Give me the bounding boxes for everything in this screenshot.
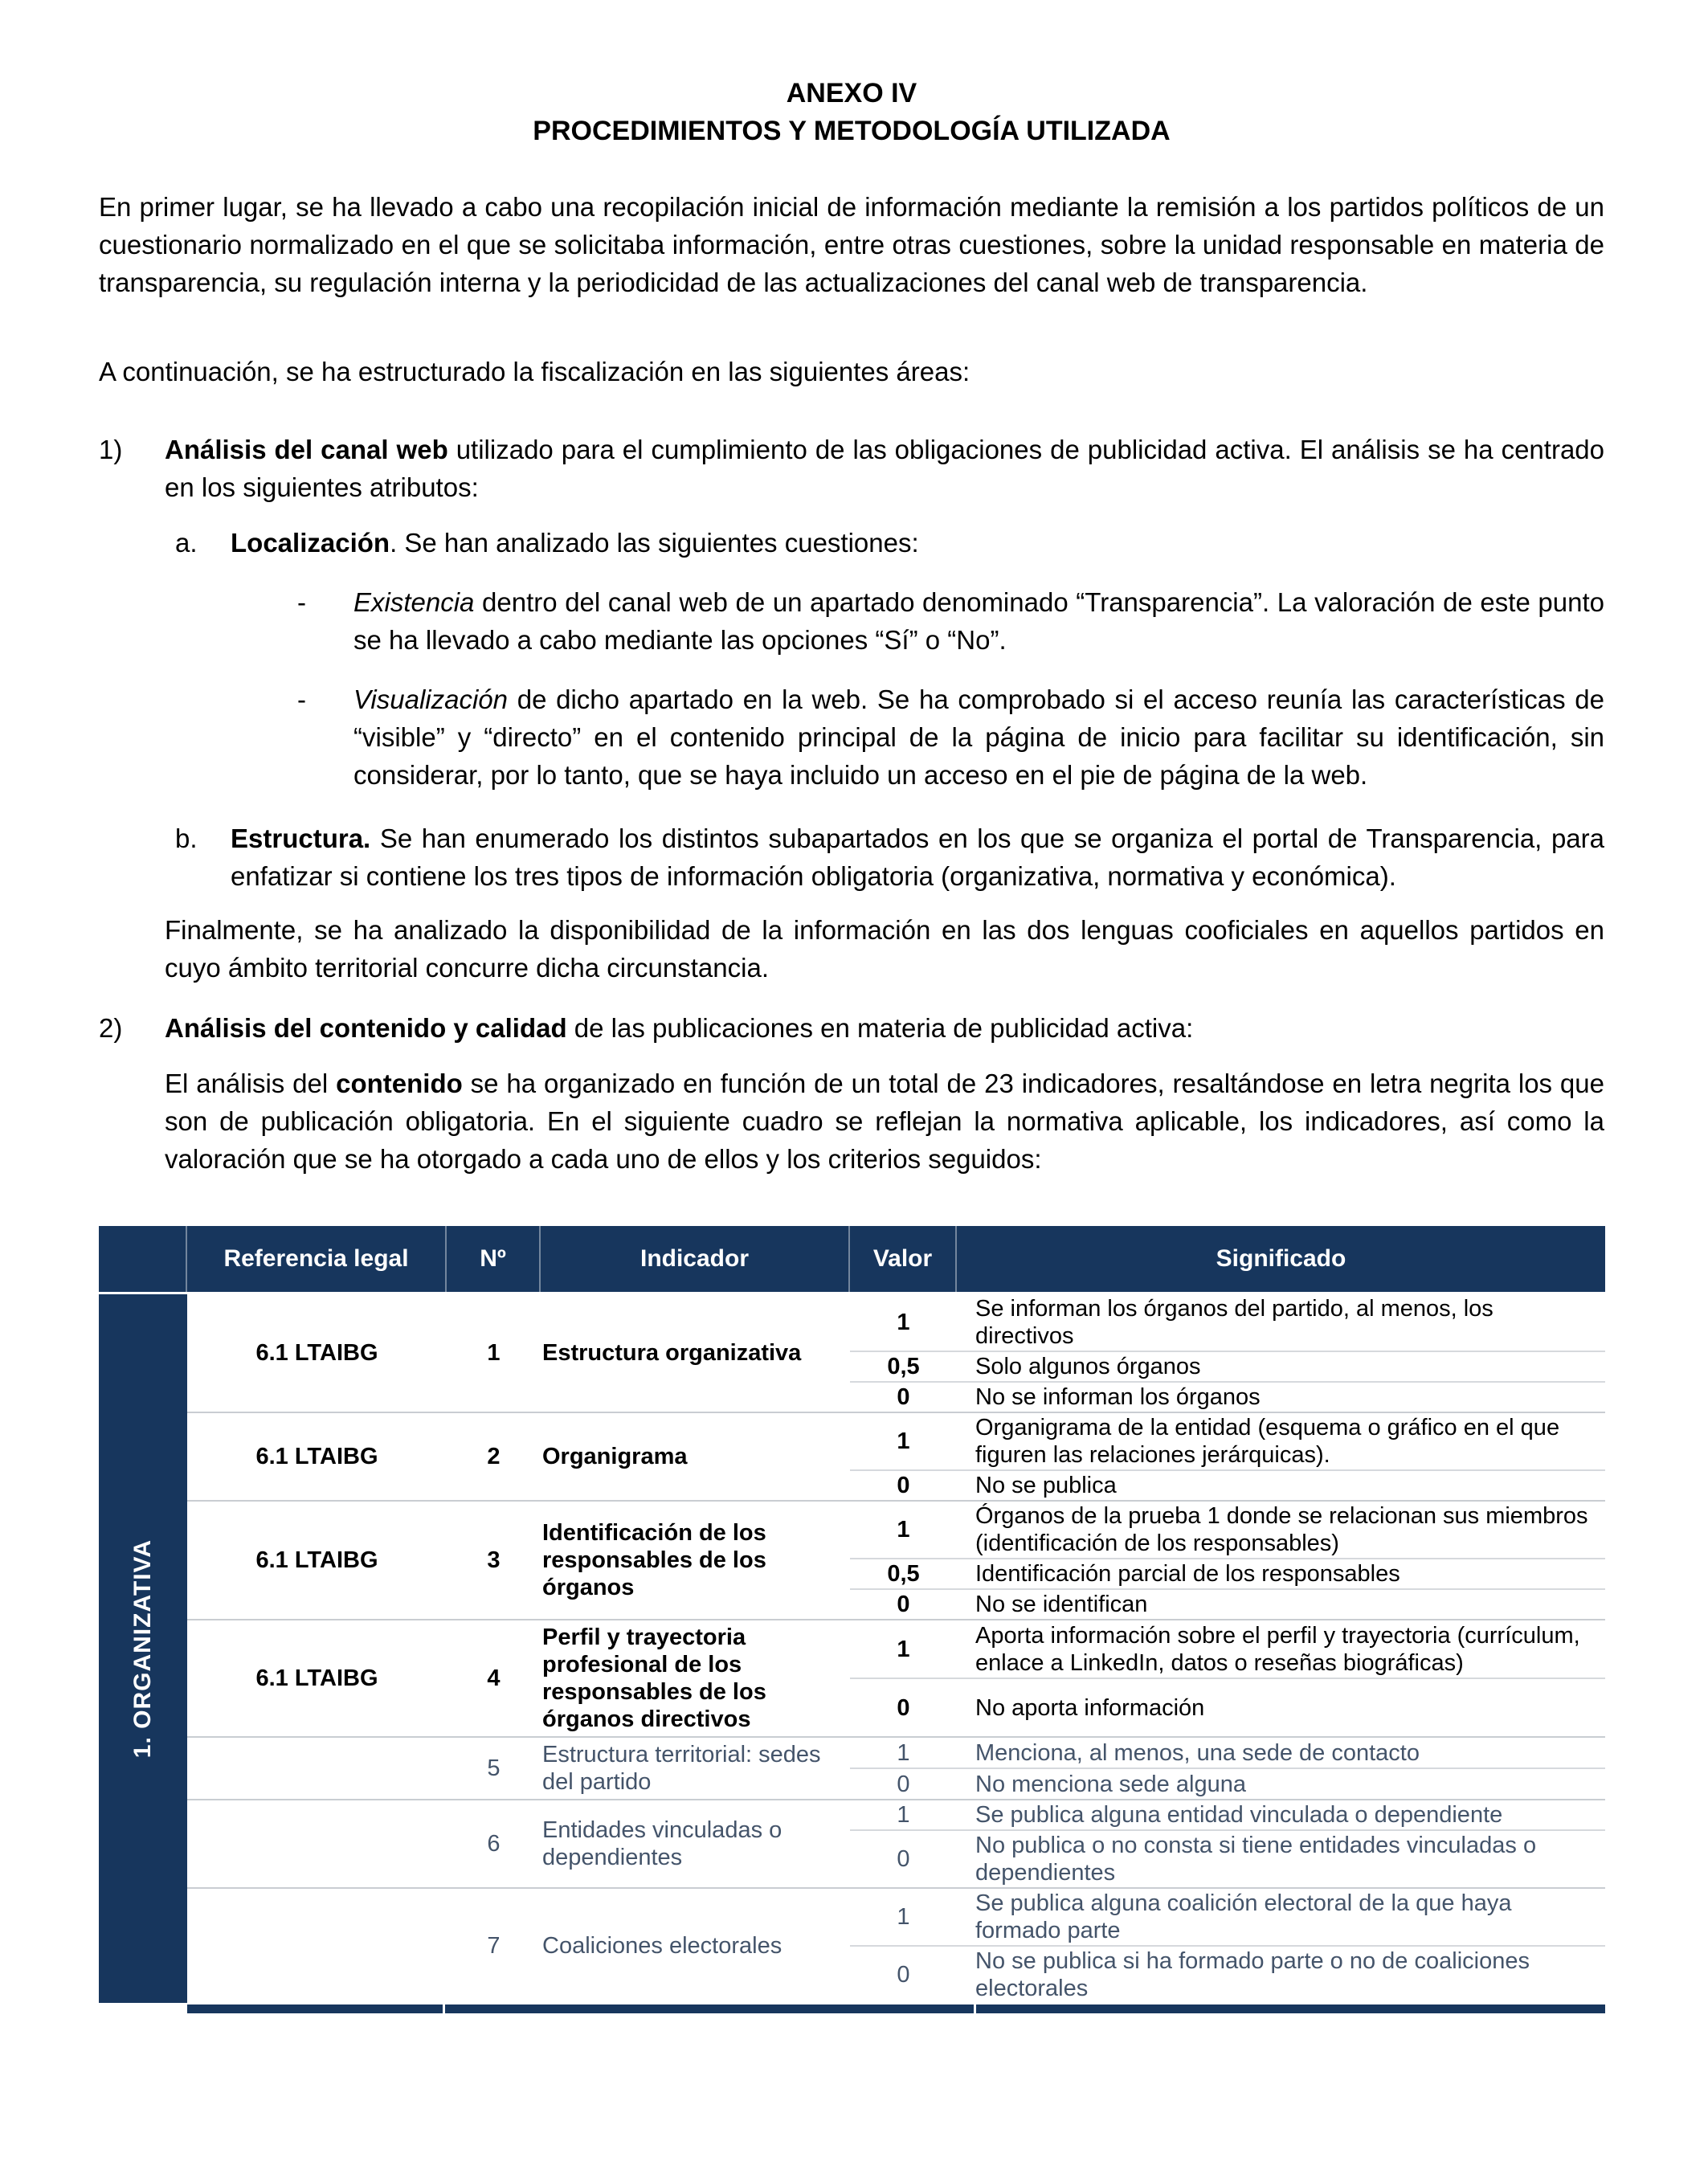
cell-significado: Se publica alguna entidad vinculada o dependiente <box>975 1802 1503 1828</box>
italic-lead: Existencia <box>353 587 475 617</box>
bottom-bar-segment <box>445 2004 974 2013</box>
cell-valor: 0 <box>897 1846 910 1872</box>
table-bottom-bar <box>187 2004 1605 2013</box>
item-rest: de las publicaciones en materia de publicidad activa: <box>566 1013 1194 1043</box>
valor-subrow <box>850 1469 1605 1500</box>
title-line-1: ANEXO IV <box>786 78 917 108</box>
table-row <box>187 1500 1605 1619</box>
table-row <box>187 1736 1605 1799</box>
item-rest: Se han enumerado los distintos subapartados en los que se organiza el portal de Transparencia, para enfatizar si contiene los tres tipos de información obligatoria (organizativa, normativa y económica). <box>231 823 1604 891</box>
cell-valor: 0,5 <box>887 1561 920 1587</box>
list-item-b-text <box>231 819 1604 895</box>
cell-valor-significado-group <box>850 1620 1605 1736</box>
list-item-2 <box>99 1009 1604 1047</box>
bold-word: contenido <box>336 1069 463 1098</box>
cell-indicador: Entidades vinculadas o dependientes <box>542 1817 782 1870</box>
cell-valor: 1 <box>897 1739 910 1766</box>
cell-referencia-legal <box>187 1800 447 1887</box>
cell-valor: 0 <box>897 1694 910 1721</box>
cell-referencia-legal: 6.1 LTAIBG <box>255 1444 378 1469</box>
header-numero: Nº <box>447 1226 541 1292</box>
title-line-2: PROCEDIMIENTOS Y METODOLOGÍA UTILIZADA <box>533 116 1171 146</box>
header-corner-cell <box>99 1226 187 1292</box>
cell-significado: Menciona, al menos, una sede de contacto <box>975 1739 1420 1766</box>
dash-marker: - <box>297 587 306 617</box>
cell-referencia-legal: 6.1 LTAIBG <box>255 1547 378 1573</box>
cell-significado: Se informan los órganos del partido, al menos, los directivos <box>975 1296 1493 1349</box>
list-item-existencia-text <box>353 583 1604 659</box>
cell-significado: Organigrama de la entidad (esquema o gráfico en el que figuren las relaciones jerárquicas). <box>975 1415 1560 1468</box>
cell-numero: 5 <box>487 1755 501 1781</box>
cell-numero: 1 <box>487 1340 501 1366</box>
list-item-visualizacion <box>297 680 1604 794</box>
cell-valor: 0 <box>897 1592 910 1617</box>
valor-subrow <box>850 1800 1605 1829</box>
cell-valor: 0 <box>897 1384 910 1410</box>
cell-valor: 1 <box>897 1904 910 1930</box>
cell-valor: 0 <box>897 1771 910 1797</box>
valor-subrow <box>850 1588 1605 1619</box>
cell-significado: Solo algunos órganos <box>975 1354 1201 1379</box>
cell-valor-significado-group <box>850 1413 1605 1500</box>
list-item-1 <box>99 431 1604 506</box>
bottom-bar-segment <box>976 2004 1605 2013</box>
table-row <box>187 1799 1605 1887</box>
list-marker-a: a. <box>175 528 198 558</box>
cell-valor-significado-group <box>850 1294 1605 1412</box>
cell-indicador: Estructura territorial: sedes del partido <box>542 1742 821 1795</box>
section-sidebar <box>99 1294 187 2003</box>
cell-significado: No menciona sede alguna <box>975 1771 1246 1797</box>
valor-subrow <box>850 1829 1605 1887</box>
header-significado: Significado <box>957 1226 1605 1292</box>
italic-lead: Visualización <box>353 685 509 714</box>
valor-subrow <box>850 1502 1605 1558</box>
cell-significado: No se publica si ha formado parte o no de coaliciones electorales <box>975 1948 1530 2001</box>
cell-valor: 1 <box>897 1310 910 1335</box>
section-label: 1. ORGANIZATIVA <box>129 1539 156 1759</box>
cell-valor: 1 <box>897 1428 910 1454</box>
bold-lead: Localización <box>231 528 390 558</box>
cell-significado: Aporta información sobre el perfil y trayectoria (currículum, enlace a LinkedIn, datos o reseñas biográficas) <box>975 1622 1580 1676</box>
cell-significado: Se publica alguna coalición electoral de la que haya formado parte <box>975 1890 1512 1943</box>
cell-numero: 4 <box>487 1665 501 1691</box>
cell-valor-significado-group <box>850 1738 1605 1799</box>
valor-subrow <box>850 1889 1605 1945</box>
dash-marker: - <box>297 685 306 714</box>
cell-valor: 0,5 <box>887 1354 920 1379</box>
cell-valor-significado-group <box>850 1800 1605 1887</box>
table-row <box>187 1412 1605 1500</box>
list-marker-1: 1) <box>99 435 123 464</box>
valor-subrow <box>850 1294 1605 1351</box>
bold-lead: Análisis del contenido y calidad <box>165 1013 567 1043</box>
table-row <box>187 1294 1605 1412</box>
cell-referencia-legal: 6.1 LTAIBG <box>255 1665 378 1691</box>
valor-subrow <box>850 1620 1605 1678</box>
list-item-a <box>175 524 1604 562</box>
cell-referencia-legal <box>187 1889 447 2003</box>
cell-numero: 6 <box>487 1831 501 1857</box>
bold-lead: Estructura. <box>231 823 371 853</box>
cell-valor-significado-group <box>850 1889 1605 2003</box>
list-marker-b: b. <box>175 823 198 853</box>
list-item-visualizacion-text <box>353 680 1604 794</box>
cell-numero: 3 <box>487 1547 501 1573</box>
cell-significado: Identificación parcial de los responsables <box>975 1561 1400 1587</box>
valor-subrow <box>850 1558 1605 1588</box>
table-row <box>187 1619 1605 1736</box>
bottom-bar-segment <box>187 2004 443 2013</box>
list-item-1-text <box>165 431 1604 506</box>
item-rest: . Se han analizado las siguientes cuestiones: <box>390 528 919 558</box>
cell-significado: No se informan los órganos <box>975 1384 1261 1410</box>
cell-valor: 1 <box>897 1636 910 1662</box>
cell-indicador: Identificación de los responsables de los órganos <box>542 1520 766 1600</box>
table-body <box>99 1294 1605 2003</box>
cell-indicador: Estructura organizativa <box>542 1340 802 1366</box>
item-rest: de dicho apartado en la web. Se ha comprobado si el acceso reunía las características de “visible” y “directo” en el contenido principal de la página de inicio para facilitar su identificación, sin considerar, por lo tanto, que se haya incluido un acceso en el pie de página de la web. <box>353 685 1604 790</box>
cell-numero: 2 <box>487 1444 501 1469</box>
finalmente-paragraph: Finalmente, se ha analizado la disponibilidad de la información en las dos lenguas cooficiales en aquellos partidos en cuyo ámbito territorial concurre dicha circunstancia. <box>165 915 1604 983</box>
paragraph-pre: El análisis del <box>165 1069 337 1098</box>
cell-valor: 0 <box>897 1962 910 1988</box>
valor-subrow <box>850 1767 1605 1799</box>
cell-significado: No publica o no consta si tiene entidades vinculadas o dependientes <box>975 1833 1537 1886</box>
indicators-table <box>99 1226 1605 2013</box>
header-referencia-legal: Referencia legal <box>187 1226 447 1292</box>
cell-indicador: Organigrama <box>542 1444 688 1469</box>
bold-lead: Análisis del canal web <box>165 435 448 464</box>
cell-significado: No se identifican <box>975 1592 1148 1617</box>
cell-valor: 1 <box>897 1517 910 1543</box>
list-item-existencia <box>297 583 1604 659</box>
header-valor: Valor <box>850 1226 957 1292</box>
cell-valor: 1 <box>897 1802 910 1828</box>
cell-referencia-legal: 6.1 LTAIBG <box>255 1340 378 1366</box>
header-indicador: Indicador <box>541 1226 850 1292</box>
table-rows <box>187 1294 1605 2003</box>
cell-referencia-legal <box>187 1738 447 1799</box>
valor-subrow <box>850 1738 1605 1767</box>
intro-paragraph: En primer lugar, se ha llevado a cabo una recopilación inicial de información mediante la remisión a los partidos políticos de un cuestionario normalizado en el que se solicitaba información, entre otras cuestiones, sobre la unidad responsable en materia de transparencia, su regulación interna y la periodicidad de las actualizaciones del canal web de transparencia. <box>99 192 1604 297</box>
list-item-b <box>175 819 1604 895</box>
item-rest: dentro del canal web de un apartado denominado “Transparencia”. La valoración de este punto se ha llevado a cabo mediante las opciones “Sí” o “No”. <box>353 587 1604 655</box>
cell-significado: Órganos de la prueba 1 donde se relacionan sus miembros (identificación de los responsables) <box>975 1503 1588 1556</box>
valor-subrow <box>850 1381 1605 1412</box>
valor-subrow <box>850 1351 1605 1381</box>
valor-subrow <box>850 1678 1605 1736</box>
paragraph-post: se ha organizado en función de un total de 23 indicadores, resaltándose en letra negrita los que son de publicación obligatoria. En el siguiente cuadro se reflejan la normativa aplicable, los indicadores, así como la valoración que se ha otorgado a cada uno de ellos y los criterios seguidos: <box>165 1069 1604 1174</box>
cell-valor: 0 <box>897 1473 910 1498</box>
cell-significado: No aporta información <box>975 1694 1205 1721</box>
item-rest: utilizado para el cumplimiento de las obligaciones de publicidad activa. El análisis se ha centrado en los siguientes atributos: <box>165 435 1605 502</box>
document-content <box>0 75 1708 1178</box>
list-marker-2: 2) <box>99 1013 123 1043</box>
table-header-row <box>99 1226 1605 1292</box>
valor-subrow <box>850 1945 1605 2003</box>
cell-significado: No se publica <box>975 1473 1117 1498</box>
cell-valor-significado-group <box>850 1502 1605 1619</box>
cell-numero: 7 <box>487 1933 501 1959</box>
cell-indicador: Perfil y trayectoria profesional de los responsables de los órganos directivos <box>542 1624 766 1732</box>
list-item-2-text <box>165 1009 1604 1047</box>
table-row <box>187 1887 1605 2003</box>
analisis-paragraph <box>165 1065 1604 1178</box>
document-title <box>99 75 1604 150</box>
continuation-paragraph: A continuación, se ha estructurado la fiscalización en las siguientes áreas: <box>99 357 970 386</box>
list-item-a-text <box>231 524 1604 562</box>
valor-subrow <box>850 1413 1605 1469</box>
cell-indicador: Coaliciones electorales <box>542 1933 782 1959</box>
